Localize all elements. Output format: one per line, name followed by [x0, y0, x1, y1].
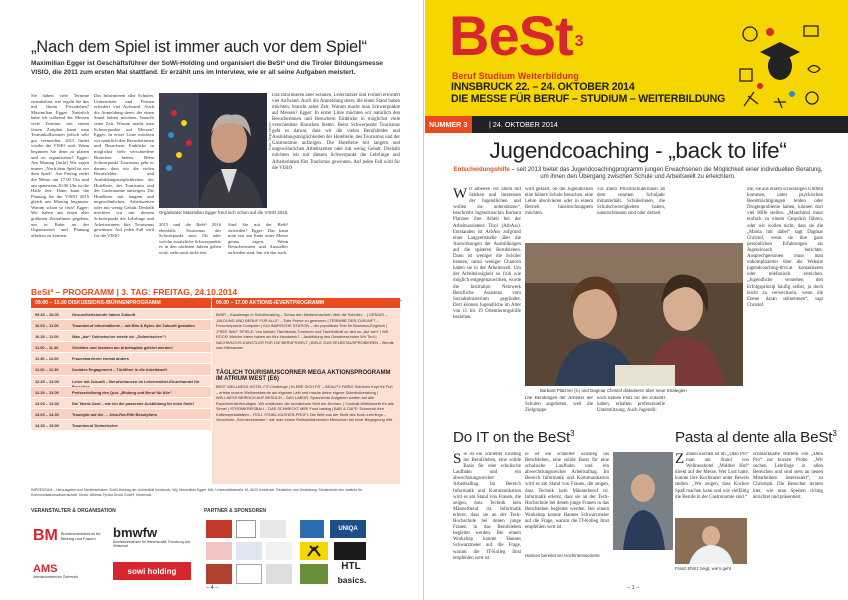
pasta-col-1: Zahnen kochen ist im „Dein Pro“ man am Stand von Wellnesshotel „Walther Hof“ direkt auf der Messe. Wer Lust hatte, konnte ihre Kochkunst unter Beweis stellen. „Wir zeigen, dass Kochen Spaß machen kann und wie vielfältig die Berufe in der Gastronomie sind.“	[675, 452, 749, 500]
article-col-6: noch keinen Platz für die Zukunft haben, erhalten professionelle Unterstützung. Auch Jugendli-	[597, 396, 665, 414]
programm-right-header: 09.00 – 17.00 AKTIONS-/EVENTPROGRAMM	[212, 298, 400, 308]
right-page	[425, 0, 848, 600]
programm-time: 10.30 – 11.00	[31, 331, 69, 341]
programm-row	[31, 398, 211, 409]
masthead-dateline: INNSBRUCK 22. – 24. OKTOBER 2014 DIE MESSE FÜR BERUF – STUDIUM – WEITERBILDUNG	[451, 81, 726, 105]
article-col-3: vor allem Pflichtschülerinnen ab dem neunten Schuljahr mitunterhält. Schülerinnen, die Schulschwierigkeiten haben, unentschlossen sind oder derzeit	[597, 187, 665, 217]
interview-col-1: Sie haben viele Termine einzuhalten, wie regeln Sie das mit Ihrem Privatleben? Maximilian Egger: Natürlich habe ich während der Messen viele Termine, mit einem festen Zeitplan kann man Terminkollisionen jedoch sehr gut vermeiden. 2015 findet wieder die VISIO statt. Wann beginnen Sie denn zu planen und zu organisieren? Egger: Am Montag (lacht) Wir sagen immer „Nach dem Spiel ist vor dem Spiel“. Am Freitag endet die Messe um 17.00 Uhr und um spätestens 20.00 Uhr ist die Halle leer. Dann kann die Planung für die VISIO 2015 gleich am Montag beginnen. Warum schon so früh? Egger: Wir haben uns einen eher größeren Zeitrahmen gegeben, um in Ruhe an der Organisation und Planung arbeiten zu können.	[31, 93, 89, 238]
programm-left-header: 09.00 – 15.00 DISKUSSIONS-/BÜHNENPROGRAMM	[31, 298, 211, 308]
chart-icon	[774, 98, 786, 108]
partner-label: PARTNER & SPONSOREN	[204, 508, 267, 514]
coaching-photo-caption: Barbara Platzner (li.) und Dagmar Christof diskutieren über neue Strategien	[540, 388, 687, 393]
interview-title: „Nach dem Spiel ist immer auch vor dem Spiel“	[31, 38, 367, 56]
brain-icon	[808, 66, 820, 73]
programm-desc: Traumberuf Informatikerin – mit Bits & Bytes die Zukunft gestalten	[69, 320, 211, 330]
programm-desc: Gesundheitsberufe haben Zukunft	[69, 309, 211, 319]
interview-photo-svg	[159, 93, 267, 208]
programm-row	[31, 409, 211, 420]
bm-logo: BM Bundesministerium für Bildung und Frauen	[33, 527, 101, 544]
article-col-2: wird geklärt, ob die Jugendlichen eine höhere Schule besuchen, eine Lehre absolvieren oder in einem Betrieb hineinschnuppern möchten.	[525, 187, 593, 217]
programm-time: 10.00 – 11.00	[31, 320, 69, 330]
partner-logo-7	[206, 564, 232, 584]
it-col-2: ie ist ein schneller Einstieg ins Berufsleben, eine solide Basis für eine schulische Laufbahn und ein abwechslungsreicher Arbeitsalltag. Im Bereich Informatik und Kommunikation wird es am Stand von Frauen, die zeigen, dass Technik kein Männerberuf ist. Informatik erlernt, dass sie an der Tech-Hochschule bei denen junge Frauen in das Berufsleben begleitet werden. Bei einem Workshop konnte Hannes Schwarzmeier auf die Frage, warum die IT-Kolleg Imst empfehlen wert ist.	[525, 452, 609, 531]
programm-desc: Lehre mit Zukunft – Berufschancen im Lebensmittel-Einzelhandel für	[69, 376, 211, 386]
programm-row	[31, 342, 211, 353]
programm-desc: Soziales Engagement – Türöffner in die Arbeitswelt	[69, 364, 211, 374]
interview-photo	[159, 93, 267, 208]
article-lead: Entscheidungshilfe – seit 2013 bietet das Jugendcoachingprogramm jungen Erwachsenen die Möglichkeit einer individuellen Beratung, um ihnen den Übergang zwischen Schule und Arbeitswelt zu erleichtern.	[453, 166, 823, 181]
coaching-photo-svg	[525, 243, 743, 386]
programm-desc: Was „bar“ Dolmetscher werde ich „Dolmetschen“?	[69, 331, 211, 341]
interview-lead: Maximilian Egger ist Geschäftsführer der SoWi-Holding und organisiert die BeSt³ und die Tiroler Bildungsmesse VISIO, die 2011 zum ersten Mal stattfand. Er erzählt uns im Interview, wie er all seine Aufgaben meistert.	[31, 60, 383, 76]
impressum: IMPRESSUM – Herausgeber und Medieninhaber: SoWi-Holding der Universität Innsbruck, Wg. Maximilian Egger, MA, Universitätsstraße 15, 6020 Innsbruck. Redaktion und Gestaltung: Studierende des Instituts für Kommunikationswissenschaft. Druck: Athesia-Tyrolia Druck GmbH, Innsbruck.	[31, 488, 363, 497]
programm-time: 11.00 – 12.30	[31, 364, 69, 374]
veranstalter-label: VERANSTALTER & ORGANISATION	[31, 508, 116, 514]
interview-col-3: 2015 und die BeSt³ 2016 ebenfalls Tourismus der Schwerpunkt sein. Ob oder welche zusätzliche Schwerpunkte es in den nächsten Jahren geben wird, steht noch nicht fest.	[159, 222, 221, 255]
masthead-icons	[730, 14, 830, 114]
it-photo	[613, 452, 673, 550]
raiffeisen-icon	[306, 544, 322, 558]
interview-col-5: Das Informieren aller Schulen, Unterstützer und Firmen erfordert viel Aufwand. Auch die Anmeldung derer, die einen Stand haben möchten, braucht seine Zeit. Warum macht man Schwerpunkte auf Messen? Egger: In erster Linie möchten wir natürlich den Besucherinnen und Besuchern Einblicke in möglichst viele verschiedene Branchen bieten. Beim Schwerpunkt Tourismus geht es darum, dass wir die vielen Berufsfelder und Ausbildungsmöglichkeiten der Hotellerie, des Tourismus und der Gastronomie aufzeigen. Die Hotellerie mit langem und ungewöhnlichen Arbeitszeiten oder mit wenig Gehalt. Deshalb möchten wir mit diesem Schwerpunkt die Lehrlinge und Arbeiterinnen fürs Tourismus gewinnen. Auf jeden Fall wird für die VISIO	[272, 93, 400, 171]
partner-logo-4	[206, 542, 232, 560]
programm-row	[31, 331, 211, 342]
basics-logo: basics.	[337, 575, 367, 585]
it-photo-caption: Hannes bereitet sei Hochintresserierte	[525, 553, 600, 558]
gear-icon	[743, 27, 757, 41]
programm-row	[31, 387, 211, 398]
partner-logo-1	[206, 520, 232, 538]
programm-time: 13.00 – 13.30	[31, 398, 69, 408]
programm-row	[31, 320, 211, 331]
article-col-1: Wir arbeiten vor allem mit Stärken und Interessen der Jugendlichen und wollen sie unterstützen“, beschreibt Jugendcoachin Barbara Platzner ihre Arbeit bei der Arbeitsassistenz Tirol (ArbAss). Entstanden ist ArbAss aufgrund einer Langzeitstudie über die Auswirkungen der Ausbildungen auf die späteren Berufsleben. Dann ist weniger die Schüler kennen, umso weniger Chancen haben sie in der Arbeitswelt. Um der Arbeitslosigkeit so früh wie möglich entgegenzuwirken, wurde die Institution Netzwerk Berufliche Assistenz vom Sozialministerium gegründet. Dort können Jugendliche im Alter von 15 bis 19 Orientierungshilfe beziehen.	[453, 187, 521, 320]
programm-row	[31, 364, 211, 375]
partner-logo-11	[334, 542, 366, 560]
partner-logo-2	[236, 520, 256, 538]
dot-red2-icon	[757, 83, 763, 89]
interview-photo-credit: Foto: Tanja Meyer	[268, 122, 272, 150]
pasta-section-title: Pasta al dente alla BeSt$^3$	[675, 429, 837, 447]
programm-row	[31, 309, 211, 320]
it-section-title: Do IT on the BeSt$^3$	[453, 429, 575, 447]
issue-bar	[425, 116, 848, 133]
partner-logo-12	[300, 564, 328, 584]
issue-number: NUMMER 3	[425, 116, 472, 133]
page-number-right: – 1 –	[627, 585, 640, 591]
programm-desc: Frauenkarrieren einmal anders	[69, 353, 211, 363]
article-col-5: Die Beratungen der Arbeiter der Schulen angeboten, weil die Zielgruppe	[525, 396, 593, 414]
partner-logo-9	[266, 564, 292, 584]
sowi-logo: sowi holding	[113, 562, 191, 580]
pasta-photo-svg	[675, 518, 747, 564]
partner-logo-10	[300, 520, 324, 538]
raiffeisen-logo	[300, 542, 328, 560]
programm-time: 12.30 – 13.00	[31, 387, 69, 397]
programm-title: BeSt³ – PROGRAMM | 3. TAG: FREITAG, 24.10.2014	[31, 287, 401, 301]
partner-logo-3	[260, 520, 286, 538]
interview-photo-caption: Organisator Maximilian Egger freut sich schon auf die VISIO 2015.	[159, 210, 289, 215]
partner-logo-5	[236, 542, 262, 560]
programm-row	[31, 353, 211, 364]
computer-icon	[804, 26, 818, 36]
event-programm	[212, 309, 400, 484]
pasta-photo-caption: Franz Ehritz zeigt, wie's geht	[675, 566, 731, 571]
htl-logo: HTL	[341, 560, 361, 572]
masthead	[425, 0, 848, 133]
event-text-2: BEST WELLNESS HOTEL FIT-Challenge | KLEBE DICH FIT – BEAUTY-FARM: Schönen Kopf für Fuß – erlebe unsere Wellnessberufe am eigenen Leib und mache deine eigene Schminkberatung | WELLNESS BEREICH AUF BESUCH – DAS LABOR: Spannende Aufgaben warten auf alle Experimentierfreudigen. Wir entdecken die wunderbare Welt der Aromen. | Cocktail-Wettbewerb für alle Sinne! | STROMKREISBAU – DAS SCHMECKT MIR! Food tasting | BAR & CAFÉ: Schmeckt ihre Kaffeespezialitäten – ROLL STÜBL-KÜCHEN-PROFI: Die Welt aus der Sicht des Koch-Lehrlings – Verwöhnte „Schmeckmeister“: wie man einem Rollstuhlfahrenden Menschen bei einer Begegnung hilft.	[216, 384, 394, 422]
pasta-col-2: schmackhafte Waffeln von „Dein Pro“ zur kurzen Probe. „Wir suchen Lehrlinge in allen Bereichen und sind stets an neuen Mitarbeitern interessiert“, so Christoph. Die Besucher lernten hier, wie man Speisen richtig anrichtet und präsentiert.	[753, 452, 823, 500]
programm-desc: Traumberuf Dolmetscher	[69, 420, 211, 430]
programm-time: 12.30 – 13.00	[31, 376, 69, 386]
graduate-icon	[760, 42, 800, 80]
coaching-photo	[525, 243, 743, 386]
programm-desc: Die Talent-Card – wie ich die passende Ausbildung für mich finde!	[69, 398, 211, 408]
pasta-photo	[675, 518, 747, 564]
article-col-4: die, sie aus einem schwierigen Umfeld kommen, unter psychischen Beeinträchtigungen leiden oder Drogenprobleme haben, können dort viel Hilfe stellen. „Manchmal muss einfach zu einem Gespräch führen, oder wir wollen nicht, dass sie die „Mama mit dabei“ sagt Dagmar Christof, wenn sie ihre ganz persönlichen Erfahrungen als Jugendcoach berichtet. Ansprechpersonen muss man unkomplizierter über die Website jugendcoaching-tirol.at kontaktieren oder telefonisch erreichen. „Jugendliche verstehen den Erfolgsprinzip häufig selbst, ja doch leicht zu verwechseln, wenn die Ebene daran teilnehmen“, sagt Christof.	[747, 187, 823, 308]
interview-col-2: Das Informieren aller Schulen, Unterstützer und Firmen erfordert viel Aufwand. Auch die Anmeldung derer, die einen Stand haben möchten, braucht seine Zeit. Warum macht man Schwerpunkte auf Messen? Egger: In erster Linie möchten wir natürlich den Besucherinnen und Besuchern Einblicke in möglichst viele verschiedene Branchen bieten. Beim Schwerpunkt Tourismus geht es darum, dass wir die vielen Berufsfelder und Ausbildungsmöglichkeiten der Hotellerie, des Tourismus und der Gastronomie aufzeigen. Die Hotellerie mit langem und ungewöhnlichen Arbeitszeiten oder mit wenig Gehalt. Deshalb möchten wir mit diesem Schwerpunkt die Lehrlinge und Arbeiterinnen fürs Tourismus gewinnen. Auf jeden Fall wird für die VISIO	[94, 93, 154, 238]
globe-icon	[806, 92, 818, 104]
it-col-1: Sie ist ein schneller Einstieg ins Berufsleben, eine solide Basis für eine schulische Laufbahn und ein abwechslungsreicher Arbeitsalltag. Im Bereich Informatik und Kommunikation wird es am Stand von Frauen, die zeigen, dass Technik kein Männerberuf ist. Informatik erlernt, dass sie an der Tech-Hochschule bei denen junge Frauen in das Berufsleben begleitet werden. Bei einem Workshop konnte Hannes Schwarzmeier auf die Frage, warum die IT-Kolleg Imst empfehlen wert ist.	[453, 452, 521, 561]
dot-blue-icon	[789, 91, 795, 97]
interview-col-4: Sind Sie mit der BeSt³ zufrieden? Egger: Das kann man erst am Ende einer Messe genau sagen. Wenn Besucherinnen und Aussteller zufrieden sind, bin ich das auch.	[228, 222, 288, 255]
book-icon	[740, 69, 752, 81]
programm-time: 14.00 – 14.30	[31, 409, 69, 419]
best-logo: BeSt $^3$	[449, 4, 583, 67]
programm-desc: Preisverleihung des Quiz „Bildung und Beruf für Alle“	[69, 387, 211, 397]
best-subline: Beruf Studium Weiterbildung	[452, 71, 579, 81]
bmwfw-logo: bmwfw Bundesministerium für Wissenschaft, Forschung und Wirtschaft	[113, 524, 191, 548]
programm-table	[31, 309, 211, 431]
programm-time: 11.00 – 11.30	[31, 342, 69, 352]
issue-date: | 24. OKTOBER 2014	[489, 120, 558, 129]
programm-time: 09.30 – 10.00	[31, 309, 69, 319]
programm-time: 11.30 – 12.00	[31, 353, 69, 363]
programm-desc: Traumjob auf der ... Jeba-Rot-Rith Beautyfarm	[69, 409, 211, 419]
event-text: BeSt³ – Kanalwege in Schulberatung – Schau den Medienmachern über die Schulter… | GENIUS – „BILDUNG UND BERUF FÜR ALLE“ – Tolle Preise zu gewinnen | TERMINE DER ZUKUNFT – Forscherpraxis Computer | KULINARISCHE STATION – der populärste Test für Business-Englisch | „FREE WAY“ SPIELE: Von kleinen Tischtennis-Turnieren und Tischfußball zu den zu „Auf wen“ | WE ROCK! Welche Ideen haben wir fürs Handwerk? – Ausbildung des Gewebeschulen Wir Tirol | NACHWUCHS-KÜNSTLER FÜR DIE BERUFSWELT | BIELE ZUM SELBSTAUSPROBIEREN – Berufe zum Mitmachen	[216, 312, 394, 350]
ams-logo: AMS Arbeitsmarktservice Österreich	[33, 563, 79, 579]
partner-logo-8	[236, 564, 262, 584]
tools-icon	[744, 92, 758, 106]
article-title: Jugendcoaching - „back to life“	[489, 138, 787, 163]
event-head-2: TÄGLICH TOURISMUSCORNER MEGA AKTIONSPROGRAMM IM ATRIUM WEST (E6)	[216, 370, 391, 382]
programm-row	[31, 420, 211, 431]
programm-time: 14.30 – 15.00	[31, 420, 69, 430]
partner-logo-6	[266, 542, 292, 560]
programm-row	[31, 376, 211, 387]
page-number-left: – 4 –	[206, 585, 219, 591]
uniqa-logo: UNIQA	[330, 520, 366, 538]
programm-desc: Gebildes und Instoten am Arbeitsplatz gelehrt werden!	[69, 342, 211, 352]
dot-red-icon	[766, 28, 774, 36]
it-photo-svg	[613, 452, 673, 550]
